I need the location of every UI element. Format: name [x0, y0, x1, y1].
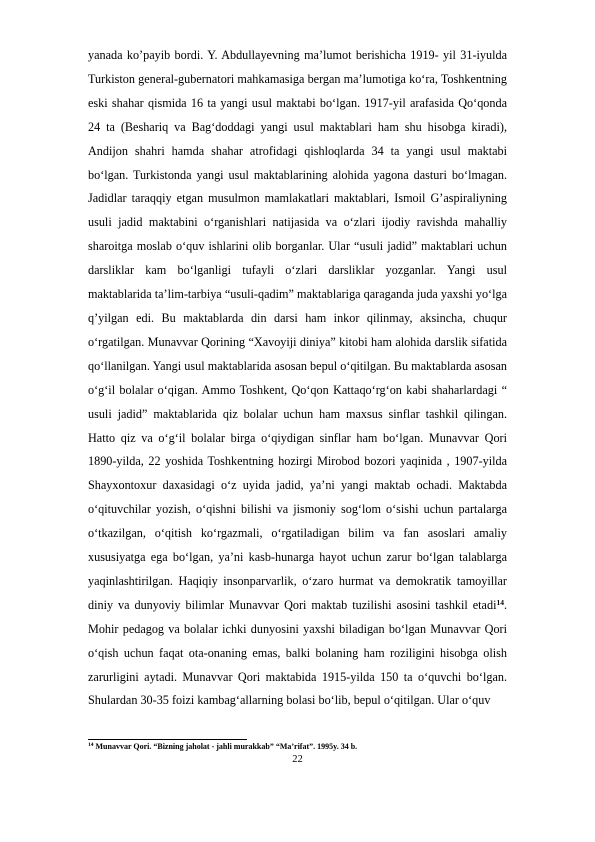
paragraph-text-continued: . Mohir pedagog va bolalar ichki dunyosini yaxshi biladigan bo‘lgan Munavvar Qori o‘qish uchun faqat ota-onaning emas, balki bolaning ham roziligini hisobga olish zarurligini aytadi. Munavvar Qori maktabida 1915-yilda 150 ta o‘quvchi bo‘lgan. Shulardan 30-35 foizi kambag‘allarning bolasi bo‘lib, bepul o‘qitilgan. Ular o‘quv [88, 597, 507, 708]
footnote [88, 741, 507, 752]
footnote-reference[interactable]: 14 [496, 597, 504, 607]
page-number: 22 [292, 754, 303, 765]
body-text [88, 44, 507, 713]
main-paragraph [88, 44, 507, 713]
paragraph-text: yanada ko’payib bordi. Y. Abdullayevning ma’lumot berishicha 1919- yil 31-iyulda Turkiston general-gubernatori mahkamasiga bergan ma’lumotiga ko‘ra, Toshkentning eski shahar qismida 16 ta yangi usul maktabi bo‘lgan. 1917-yil arafasida Qo‘qonda 24 ta (Beshariq va Bag‘doddagi yangi usul maktablari ham shu hisobga kiradi), Andijon shahri hamda shahar atrofidagi qishloqlarda 34 ta yangi usul maktabi bo‘lgan. Turkistonda yangi usul maktablarining alohida yagona dasturi bo‘lmagan. Jadidlar taraqqiy etgan musulmon mamlakatlari maktablari, Ismoil G’aspiraliyning usuli jadid maktabini o‘rganishlari natijasida va o‘zlari ijodiy ravishda mahalliy sharoitga moslab o‘quv ishlarini olib borganlar. Ular “usuli jadid” maktablari uchun darsliklar kam bo‘lganligi tufayli o‘zlari darsliklar yozganlar. Yangi usul maktablarida ta’lim-tarbiya “usuli-qadim” maktablariga qaraganda juda yaxshi yo‘lga q’yilgan edi. Bu maktablarda din darsi ham inkor qilinmay, aksincha, chuqur o‘rgatilgan. Munavvar Qorining “Xavoyiji diniya” kitobi ham alohida darslik sifatida qo‘llanilgan. Yangi usul maktablarida asosan bepul o‘qitilgan. Bu maktablarda asosan o‘g‘il bolalar o‘qigan. Ammo Toshkent, Qo‘qon Kattaqo‘rg‘on kabi shaharlardagi “ usuli jadid” maktablarida qiz bolalar uchun ham maxsus sinflar tashkil qilingan. Hatto qiz va o‘g‘il bolalar birga o‘qiydigan sinflar ham bo‘lgan. Munavvar Qori 1890-yilda, 22 yoshida Toshkentning hozirgi Mirobod bozori yaqinida , 1907-yilda Shayxontoxur daxasidagi o‘z uyida jadid, ya’ni yangi maktab ochadi. Maktabda o‘qituvchilar yozish, o‘qishni bilishi va jismoniy sog‘lom o‘sishi uchun partalarga o‘tkazilgan, o‘qitish ko‘rgazmali, o‘rgatiladigan bilim va fan asoslari amaliy xususiyatga ega bo‘lgan, ya’ni kasb-hunarga hayot uchun zarur bo‘lgan talablarga yaqinlashtirilgan. Haqiqiy insonparvarlik, o‘zaro hurmat va demokratik tamoyillar diniy va dunyoviy bilimlar Munavvar Qori maktab tuzilishi asosini tashkil etadi [88, 48, 507, 612]
footnote-separator [88, 739, 247, 740]
footnote-number: 14 [88, 742, 94, 748]
footnote-text: Munavvar Qori. “Bizning jaholat - jahli murakkab” “Ma’rifat”. 1995y. 34 b. [93, 742, 358, 751]
